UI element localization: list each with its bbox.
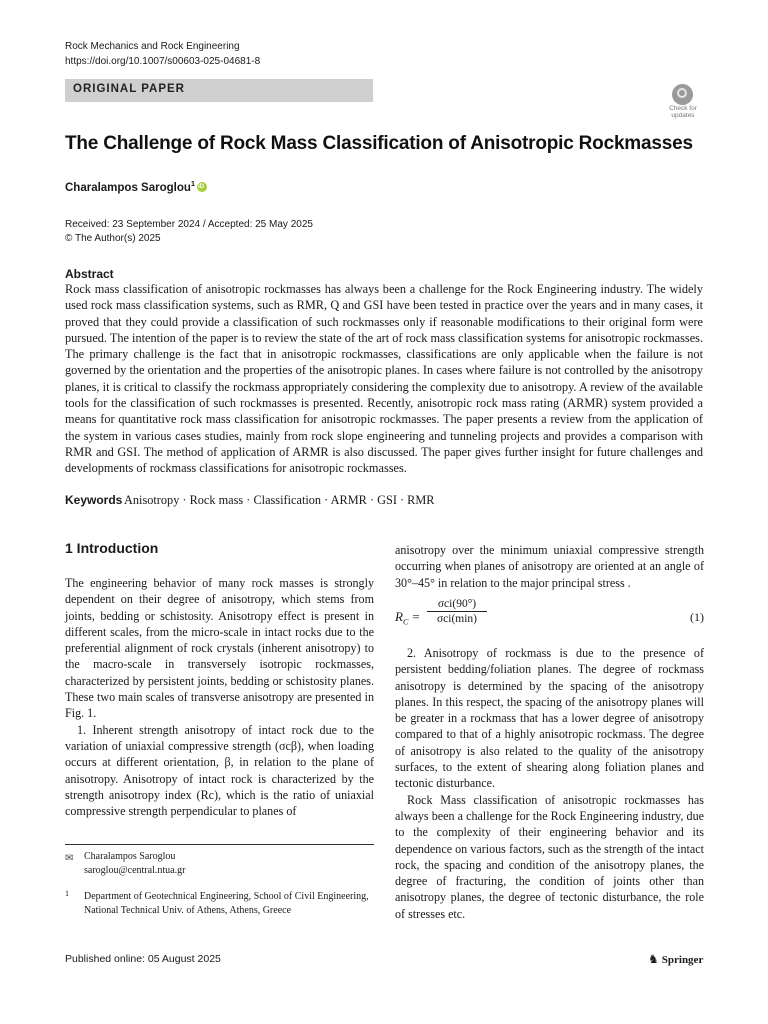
received-accepted-dates: Received: 23 September 2024 / Accepted: 25 May 2025 [65,219,313,230]
crossmark-label: Check for updates [669,105,697,119]
article-type-label: ORIGINAL PAPER [73,83,185,95]
left-column [65,575,374,819]
equation-lhs: $R_C$ = [395,609,421,627]
equation-denominator: σci(min) [436,613,478,625]
publisher-logo [648,952,703,967]
crossmark-icon [672,84,693,105]
paragraph: 1. Inherent strength anisotropy of intact rock due to the variation of uniaxial compressive strength (σcβ), when loading occurs at different orientation, β, in relation to the plane of anisotropy. Anisotropy of intact rock is characterized by the strength anisotropy index (Rc), which is the ratio of uniaxial compressive strength perpendicular to planes of [65,722,374,819]
doi-link[interactable]: https://doi.org/10.1007/s00603-025-04681-8 [65,56,261,67]
corresponding-author-email[interactable]: saroglou@central.ntua.gr [84,865,186,876]
paragraph: Rock Mass classification of anisotropic rockmasses has always been a challenge for the Rock Engineering industry, due to the complexity of their engineering behavior and its dependence on various factors, such as the strength of the intact rock, the spacing and condition of the anisotropy planes, the degree of fracturing, the condition of joints other than anisotropy planes, the degree of tectonic disturbance, the role of stresses etc. [395,792,704,921]
right-column-top [395,542,704,591]
paragraph: 2. Anisotropy of rockmass is due to the presence of persistent bedding/foliation planes. The degree of rockmass anisotropy is determined by the spacing of the anisotropy planes. In this respect, the spacing of the anisotropy planes will be greater in a rockmass that has a lower degree of anisotropy compared to that of a highly anisotropic rockmass. The degree of anisotropy is also related to the quality of the anisotropy surfaces, to the extent of shearing along foliation planes and tectonic disturbance. [395,646,704,791]
author-name[interactable]: Charalampos Saroglou [65,181,191,194]
right-column-bottom [395,645,704,922]
paper-title: The Challenge of Rock Mass Classification of Anisotropic Rockmasses [65,133,693,154]
abstract-heading: Abstract [65,267,114,281]
check-for-updates-badge[interactable] [664,84,702,124]
equation-1 [395,598,704,638]
footnote-divider [65,844,374,845]
affiliation-mark: 1 [65,889,69,898]
equation-number: (1) [690,610,704,624]
publisher-name: Springer [661,954,704,966]
paragraph: The engineering behavior of many rock masses is strongly dependent on their degree of anisotropy, which stems from joints, bedding or schistosity. Anisotropy effect is present in different scales, from the micro-scale in intact rocks due to the preferential alignment of rock crystals (inherent anisotropy) to the macro-scale in transversely isotropic rockmasses, characterized by persistent joints, bedding or schistosity planes. These two main scales of transverse anisotropy are presented in Fig. 1. [65,576,374,721]
email-icon: ✉ [65,853,74,864]
keywords-list: Anisotropy · Rock mass · Classification · ARMR · GSI · RMR [124,493,435,507]
article-type-banner [65,79,373,102]
author-line [65,179,207,194]
published-online-date: Published online: 05 August 2025 [65,953,221,965]
springer-horse-icon: ♞ [648,952,659,966]
equation-fraction [427,598,487,625]
section-heading-introduction: 1 Introduction [65,540,159,556]
abstract-text: Rock mass classification of anisotropic rockmasses has always been a challenge for the Rock Engineering industry. The widely used rock mass classification systems, such as RMR, Q and GSI have been tested in practice over the years and in many cases, it proved that they could provide a classification of such rockmasses only if reasonable modifications to their original form were pursued. The intention of the paper is to review the state of the art of rock mass classification systems for anisotropic rockmasses. The primary challenge is the fact that in anisotropic rockmasses, classifications are only applicable when the failure is not governed by the orientation and the properties of the anisotropic planes. In cases where failure is not controlled by the anisotropy planes, it is critical to classify the rockmass appropriately considering the complexity due to anisotropy. A review of the available tools for the classification of such rockmasses is presented. Recently, anisotropic rock mass rating (ARMR) system provided a means for quantitative rock mass classification for anisotropic rockmasses. The paper presents a review from the application of the system in various cases studies, mainly from rock slope engineering and tunneling projects and provides a comparison with RMR and GSI. The method of application of ARMR is also discussed. The paper gives further insight for future challenges and developments of rockmass classifications for anisotropic rockmasses. [65,282,704,476]
affiliation-text: Department of Geotechnical Engineering, School of Civil Engineering, National Technical Univ. of Athens, Athens, Greece [84,891,369,916]
copyright-notice: © The Author(s) 2025 [65,233,161,244]
equation-numerator: σci(90°) [427,598,487,612]
paragraph: anisotropy over the minimum uniaxial compressive strength occurring when planes of anisotropy are oriented at an angle of 30°–45° in relation to the major principal stress . [395,543,704,590]
keywords-label: Keywords [65,493,123,507]
journal-name: Rock Mechanics and Rock Engineering [65,41,240,52]
orcid-icon[interactable] [197,182,207,192]
corresponding-author-name: Charalampos Saroglou [84,851,176,862]
author-affiliation-mark: 1 [190,179,196,188]
